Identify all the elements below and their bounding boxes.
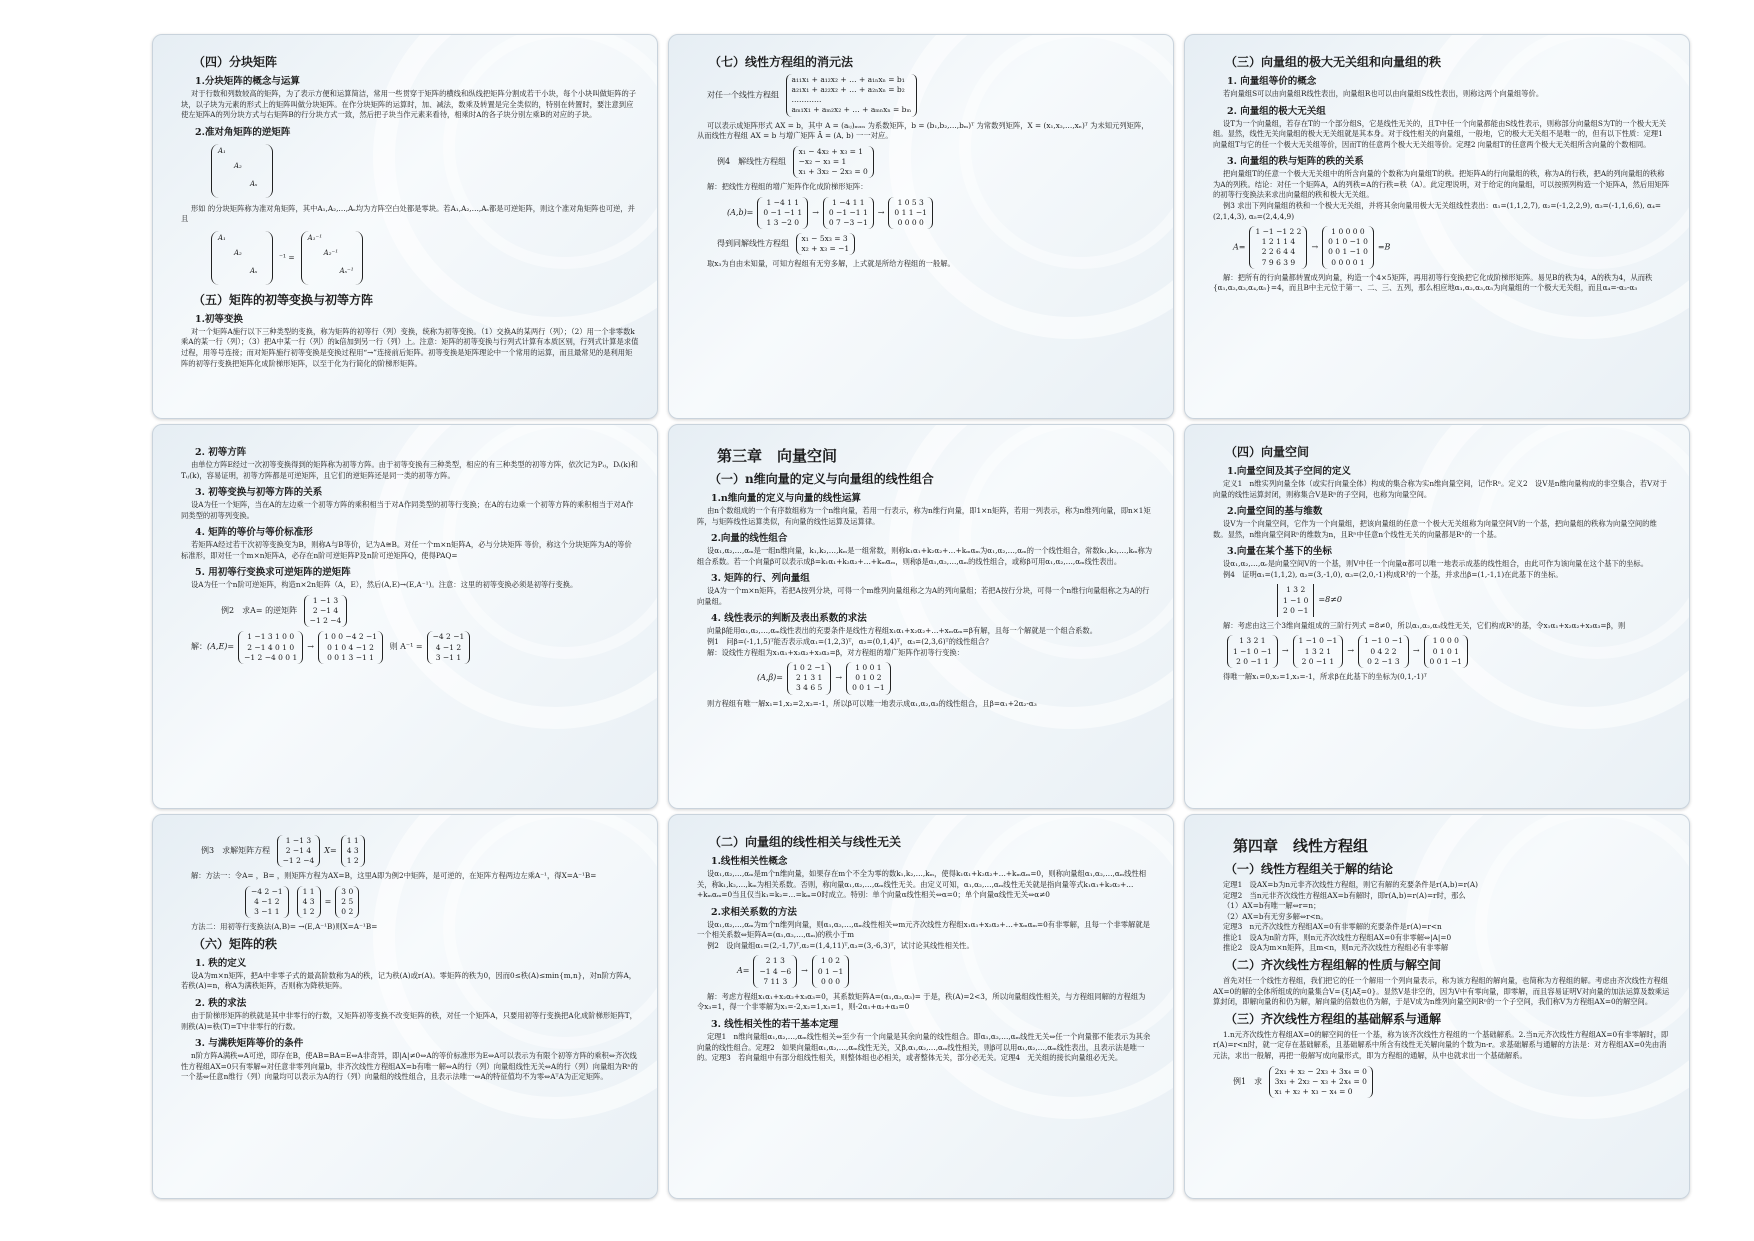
example-text: 例2 设向量组α₁=(2,-1,7)ᵀ,α₂=(1,4,11)ᵀ,α₃=(3,-6,3)ᵀ，试讨论其线性相关性。 [707, 940, 974, 950]
section-heading: 3. 向量组的秩与矩阵的秩的关系 [1227, 156, 1364, 168]
section-heading: 3. 与满秩矩阵等价的条件 [195, 1038, 304, 1050]
section-heading: 5. 用初等行变换求可逆矩阵的逆矩阵 [195, 567, 351, 579]
slide-max-independent [1184, 34, 1690, 419]
section-text: 设A为任一个矩阵，当在A的左边乘一个初等方阵的乘积相当于对A作同类型的初等行变换；在A的右边乘一个初等方阵的乘积相当于对A作同类型的初等列变换。 [181, 500, 634, 520]
section-text: 由单位方阵E经过一次初等变换得到的矩阵称为初等方阵。由于初等变换有三种类型，相应的有三种类型的初等方阵，依次记为Pᵢⱼ，Dᵢ(k)和Tᵢⱼ(k)，容易证明，初等方阵都是可逆矩阵，且它们的逆矩阵还是同一类的初等方阵。 [181, 460, 638, 480]
slide-block-matrix [152, 34, 658, 419]
inverse-block-formula: A₁ A₂ Aₛ ⁻¹ = A₁⁻¹ A₂⁻¹ Aₛ⁻¹ [211, 231, 639, 285]
section-text: 设A为m×n矩阵，把A中非零子式的最高阶数称为A的秩，记为秩(A)或r(A)。零矩阵的秩为0，因而0≤秩(A)≤min{m,n}，对n阶方阵A，若秩(A)=n，称A为满秩矩阵，否则称为降秩矩阵。 [181, 970, 637, 991]
section-heading: 1.n维向量的定义与向量的线性运算 [711, 493, 861, 504]
example-text: 例3 求出下列向量组的秩和一个极大无关组，并将其余向量用极大无关组线性表出：α₁=(1,1,2,7), α₂=(-1,2,2,9), α₃=(-1,1,6,6), α₄=(2,1,4,3), α₅=(2,4,4,9) [1213, 201, 1662, 221]
example-1: 例1 求 2x₁ + x₂ − 2x₃ + 3x₄ = 0 3x₁ + 2x₂ − x₃ + 2x₄ = 0 x₁ + x₂ + x₃ − x₄ = 0 [1233, 1066, 1671, 1098]
section-heading: 2. 向量组的极大无关组 [1227, 105, 1326, 117]
matrix-form-text: 可以表示成矩阵形式 AX = b，其中 A = (aᵢⱼ)ₘₓₙ 为系数矩阵，b = (b₁,b₂,…,bₘ)ᵀ 为常数列矩阵，X = (x₁,x₂,…,xₙ)ᵀ 为未知元列矩阵，从而线性方程组 AX = b 与增广矩阵 Ā = (A, b) 一一对应。 [697, 120, 1149, 141]
solution-text: 解：方法一：令A= ，B= ，则矩阵方程为AX=B，这里A即为例2中矩阵，是可逆的，在矩阵方程两边左乘A⁻¹，得X=A⁻¹B= [191, 871, 597, 881]
block-matrix-inverse: A₁⁻¹ A₂⁻¹ Aₛ⁻¹ [301, 231, 363, 285]
theorem-text: （1）AX=b有唯一解⇔r=n； [1223, 901, 1321, 911]
slide-subtitle: （三）齐次线性方程组的基础解系与通解 [1225, 1011, 1442, 1026]
section-heading: 1.向量空间及其子空间的定义 [1227, 466, 1351, 477]
rank-reduction: A=1 −1 −1 2 2 1 2 1 1 4 2 2 6 4 4 7 9 6 3 9→1 0 0 0 0 0 1 0 −1 0 0 0 1 −1 0 0 0 0 0 1=B [1233, 226, 1671, 269]
conclusion-text: 得唯一解x₁=0,x₂=1,x₃=-1，所求β在此基下的坐标为(0,1,-1)ᵀ [1223, 671, 1427, 681]
example-3: 例3 求解矩阵方程 1 −1 3 2 −1 4 −1 2 −4X=1 1 4 3 1 2 [201, 835, 639, 867]
determinant: 1 3 2 1 −1 0 2 0 −1=8≠0 [1273, 584, 1671, 616]
reduced-system: 得到同解线性方程组 x₁ − 5x₃ = 3 x₂ + x₃ = −1 [717, 233, 1155, 255]
slide-title: 2. 初等方阵 [195, 447, 247, 458]
block-diagonal-matrix [211, 144, 639, 198]
slide-linear-dependence [668, 814, 1174, 1199]
section-text: 设α₁,α₂,…,αₘ是一组n维向量，k₁,k₂,…,kₘ是一组常数，则称k₁α₁+k₂α₂+…+kₘαₘ为α₁,α₂,…,αₘ的一个线性组合，常数k₁,k₂,…,kₘ称为组合系数。若一个向量β可以表示成β=k₁α₁+k₂α₂+…+kₘαₘ，则称β是α₁,α₂,…,αₘ的线性组合，或称β可用α₁,α₂,…,αₘ线性表出。 [697, 546, 1153, 566]
section-heading: 3.向量在某个基下的坐标 [1227, 546, 1332, 558]
section-heading: 1. 向量组等价的概念 [1227, 76, 1317, 87]
section-text: n阶方阵A满秩⇔A可逆，即存在B，使AB=BA=E⇔A非奇异，即|A|≠0⇔A的等价标准形为E⇔A可以表示为有限个初等方阵的乘积⇔齐次线性方程组AX=0只有零解⇔对任意非零列向量b，非齐次线性方程组AX=b有唯一解⇔A的行（列）向量组线性无关⇔A的行（列）向量组为Rⁿ的一个基⇔任意n维行（列）向量均可以表示为A的行（列）向量组的线性组合，且表示法唯一⇔A的特征值均不为零⇔AᵀA为正定矩阵。 [181, 1051, 638, 1082]
conclusion-text: 则方程组有唯一解x₁=1,x₂=2,x₃=-1，所以β可以唯一地表示成α₁,α₂,α₃的线性组合，且β=α₁+2α₂-α₃ [707, 698, 1037, 708]
coordinate-reduction: 1 3 2 1 1 −1 0 −1 2 0 −1 1→1 −1 0 −1 1 3 2 1 2 0 −1 1→1 −1 0 −1 0 4 2 2 0 2 −1 3→1 0 0 0 0 1 0 1 0 0 1 −1 [1223, 635, 1671, 667]
slide-title: （一）线性方程组关于解的结论 [1225, 862, 1394, 876]
coefficient-reduction: A=2 1 3 −1 4 −6 7 11 3→1 0 2 0 1 −1 0 0 0 [737, 955, 1155, 987]
section-text: 定理1 n维向量组α₁,α₂,…,αₘ线性相关⇔至少有一个向量是其余向量的线性组合。即α₁,α₂,…,αₘ线性无关⇔任一个向量都不能表示为其余向量的线性组合。定理2 如果向量组α₁,α₂,…,αₘ线性无关，又β,α₁,α₂,…,αₘ线性相关，则β可以用α₁,α₂,…,αₘ线性表出，且表示法是唯一的。定理3 若向量组中有部分组线性相关，则整体组也必相关，或者整体无关，部分必无关。定理4 无关组的接长向量组必无关。 [697, 1032, 1151, 1063]
section-text: 设α₁,α₂,…,αₘ是m个n维向量，如果存在m个不全为零的数k₁,k₂,…,kₘ，使得k₁α₁+k₂α₂+…+kₘαₘ=0，则称向量组α₁,α₂,…,αₘ线性相关，称k₁,k₂,…,kₘ为相关系数。否则，称向量α₁,α₂,…,αₘ线性无关。由定义可知，α₁,α₂,…,αₘ线性无关就是指向量等式k₁α₁+k₂α₂+…+kₘαₘ=0当且仅当k₁=k₂=…=kₘ=0时成立。特别：单个向量α线性相关⇔α=0；单个向量α线性无关⇔α≠0 [697, 869, 1147, 900]
section-text: 定义1 n维实列向量全体（或实行向量全体）构成的集合称为实n维向量空间，记作Rⁿ。定义2 设V是n维向量构成的非空集合，若V对于向量的线性运算封闭，则称集合V是Rⁿ的子空间，也称为向量空间。 [1213, 479, 1667, 499]
section-text: 设A为任一个n阶可逆矩阵，构造n×2n矩阵（A，E），然后(A,E)→(E,A⁻¹)。注意：这里的初等变换必须是初等行变换。 [191, 580, 578, 590]
theorem-text: （2）AX=b有无穷多解⇔r<n。 [1223, 911, 1328, 921]
example-text: 例4 证明α₁=(1,1,2), α₂=(3,-1,0), α₃=(2,0,-1)构成R³的一个基，并求出β=(1,-1,1)在此基下的坐标。 [1223, 569, 1563, 579]
slide-linear-systems-ch4 [1184, 814, 1690, 1199]
section-heading: 1. 秩的定义 [195, 957, 247, 969]
slide-title: （二）向量组的线性相关与线性无关 [709, 835, 902, 849]
general-system: 对任一个线性方程组 a₁₁x₁ + a₁₂x₂ + … + a₁ₙxₙ = b₁ a₂₁x₁ + a₂₂x₂ + … + a₂ₙxₙ = b₂ ………… aₘ₁x₁ + aₘ₂x₂ + … + aₘₙxₙ = bₘ [707, 74, 1155, 117]
section-heading: 4. 线性表示的判断及表出系数的求法 [711, 613, 867, 625]
solution-text: 解：考虑由这三个3维向量组成的三阶行列式 =8≠0，所以α₁,α₂,α₃线性无关，它们构成R³的基，令x₁α₁+x₂α₂+x₃α₃=β，则 [1223, 620, 1626, 630]
section-heading: 1.分块矩阵的概念与运算 [195, 76, 300, 87]
section-text: 首先对任一个线性方程组，我们把它的任一个解用一个列向量表示，称为该方程组的解向量，也简称为方程组的解。考虑由齐次线性方程组AX=0的解的全体所组成的向量集合V={ξ|Aξ=0}。显然V是非空的，因为V中有零向量，即零解，而且容易证明V对向量的加法运算及数乘运算封闭，即解向量的和仍为解，解向量的倍数也仍为解，于是V成为n维列向量空间Rⁿ的一个子空间，我们称V为方程组AX=0的解空间。 [1213, 976, 1670, 1007]
slide-subtitle: （二）齐次线性方程组解的性质与解空间 [1225, 958, 1442, 973]
section-text: 对一个矩阵A施行以下三种类型的变换，称为矩阵的初等行（列）变换，统称为初等变换。（1）交换A的某两行（列）；（2）用一个非零数k乘A的某一行（列）；（3）把A中某一行（列）的k倍加到另一行（列）上。注意：矩阵的初等变换与行列式计算有本质区别，行列式计算是求值过程，用等号连接；而对矩阵施行初等变换是变换过程用“→”连接前后矩阵。初等变换是矩阵理论中一个常用的运算，而且最常见的是利用矩阵的初等行变换把矩阵化成阶梯形矩阵，以至于化为行简化的阶梯形矩阵。 [181, 326, 639, 368]
section-heading: 2.求相关系数的方法 [711, 906, 797, 918]
section-text: 向量β能用α₁,α₂,…,αₘ线性表出的充要条件是线性方程组x₁α₁+x₂α₂+…+xₘαₘ=β有解，且每一个解就是一个组合系数。 [707, 626, 1098, 636]
section-heading: 2.准对角矩阵的逆矩阵 [195, 126, 291, 138]
theorem-text: 推论1 设A为n阶方阵，则n元齐次线性方程组AX=0有非零解⇔|A|=0 [1223, 932, 1452, 942]
theorem-text: 定理2 当n元非齐次线性方程组AX=b有解时，即r(A,b)=r(A)=r时，那么 [1223, 890, 1466, 900]
solution-text: 解：把所有的行向量都转置成列向量，构造一个4×5矩阵，再用初等行变换把它化成阶梯形矩阵。易见B的秩为4，A的秩为4，从而秩{α₁,α₂,α₃,α₄,α₅}=4，而且B中主元位于第一、二、三、五列，那么相应地α₁,α₂,α₃,α₅为向量组的一个极大无关组，而且α₄=-α₂-α₃ [1213, 272, 1653, 293]
section-text: 若矩阵A经过若干次初等变换变为B，则称A与B等价，记为A≅B。对任一个m×n矩阵A，必与分块矩阵 等价，称这个分块矩阵为A的等价标准形，即对任一个m×n矩阵A，必存在n阶可逆矩阵P及n阶可逆矩阵Q，使得PAQ= [181, 540, 632, 560]
section-heading: 4. 矩阵的等价与等价标准形 [195, 527, 313, 539]
inverse-reduction: 解：(A,E)=1 −1 3 1 0 0 2 −1 4 0 1 0 −1 2 −4 0 0 1→1 0 0 −4 2 −1 0 1 0 4 −1 2 0 0 1 3 −1 1 则 A⁻¹ =−4 2 −1 4 −1 2 3 −1 1 [191, 631, 639, 663]
section-text: 设V为一个向量空间，它作为一个向量组，把该向量组的任意一个极大无关组称为向量空间V的一个基，把向量组的秩称为向量空间的维数。显然，n维向量空间Rⁿ的维数为n，且Rⁿ中任意n个线性无关的向量都是Rⁿ的一个基。 [1213, 519, 1657, 539]
slide-vector-space [1184, 424, 1690, 809]
section-text: 形如 的分块矩阵称为准对角矩阵，其中A₁,A₂,…,Aₛ均为方阵空白处都是零块。若A₁,A₂,…,Aₛ都是可逆矩阵，则这个准对角矩阵也可逆，并且 [181, 203, 635, 224]
slide-title: （四）分块矩阵 [193, 55, 278, 69]
solution-text: 解：设线性方程组为x₁α₁+x₂α₂+x₃α₃=β，对方程组的增广矩阵作初等行变换： [707, 647, 964, 657]
slide-title: （四）向量空间 [1225, 445, 1310, 459]
linear-combination-reduction: (A,β)=1 0 2 −1 2 1 3 1 3 4 6 5→1 0 0 1 0 1 0 2 0 0 1 −1 [757, 662, 1155, 694]
slide-elimination [668, 34, 1174, 419]
method-two-text: 方法二：用初等行变换法(A,B)= →(E,A⁻¹B)则X=A⁻¹B= [191, 922, 378, 932]
example-2: 例2 求A= 的逆矩阵 1 −1 3 2 −1 4 −1 2 −4 [221, 595, 639, 627]
section-heading: 3. 矩阵的行、列向量组 [711, 573, 810, 585]
example-4: 例4 解线性方程组 x₁ − 4x₂ + x₃ = 1 −x₂ − x₃ = 1 x₁ + 3x₂ − 2x₃ = 0 [717, 146, 1155, 178]
section-text: 设α₁,α₂,…,αᵣ是向量空间V的一个基，则V中任一个向量α都可以唯一地表示成基的线性组合，由此可作为该向量在这个基下的坐标。 [1223, 559, 1649, 569]
theorem-text: 定理3 n元齐次线性方程组AX=0有非零解的充要条件是r(A)=r<n [1223, 922, 1442, 932]
section-text: 若向量组S可以由向量组R线性表出，向量组R也可以由向量组S线性表出，则称这两个向量组等价。 [1223, 89, 1544, 98]
section-text: 设α₁,α₂,…,αₘ为m个n维列向量，则α₁,α₂,…,αₘ线性相关⇔m元齐次线性方程组x₁α₁+x₂α₂+…+xₘαₘ=0有非零解，且每一个非零解就是一个相关系数⇔矩阵A=(α₁,α₂,…,αₘ)的秩小于m [697, 919, 1150, 940]
section-heading: 1.初等变换 [195, 313, 243, 325]
section-heading: 2. 秩的求法 [195, 998, 247, 1010]
solution-text: 解：把线性方程组的增广矩阵作化成阶梯形矩阵： [707, 182, 868, 192]
chapter-title: 第四章 线性方程组 [1233, 837, 1369, 855]
conclusion-text: 取x₃为自由未知量，可知方程组有无穷多解，上式就是所给方程组的一般解。 [707, 259, 955, 269]
slide-elementary-matrix [152, 424, 658, 809]
slide-subtitle: （五）矩阵的初等变换与初等方阵 [193, 292, 374, 307]
section-heading: 2.向量空间的基与维数 [1227, 506, 1323, 518]
example-text: 例1 问β=(-1,1,5)ᵀ能否表示成α₁=(1,2,3)ᵀ，α₂=(0,1,4)ᵀ，α₃=(2,3,6)ᵀ的线性组合？ [707, 637, 993, 647]
augmented-reduction: (A,b)=1 −4 1 1 0 −1 −1 1 1 3 −2 0→1 −4 1 1 0 −1 −1 1 0 7 −3 −1→1 0 5 3 0 1 1 −1 0 0 0 0 [727, 197, 1155, 229]
section-text: 1.n元齐次线性方程组AX=0的解空间的任一个基，称为该齐次线性方程组的一个基础解系。2.当n元齐次线性方程组AX=0有非零解时，即r(A)=r<n时，就一定存在基础解系，且基础解系中所含有线性无关解向量的个数为n-r。求基础解系与通解的方法是：对方程组AX=0先由消元法，求出一般解，再把一般解写成向量形式，即为方程组的通解，从中也就求出一个基础解系。 [1213, 1029, 1669, 1060]
section-text: 由于阶梯形矩阵的秩就是其中非零行的行数，又矩阵初等变换不改变矩阵的秩，对任一个矩阵A，只要用初等行变换把A化成阶梯形矩阵T，则秩(A)=秩(T)=T中非零行的行数。 [181, 1011, 637, 1031]
section-heading: 3. 线性相关性的若干基本定理 [711, 1019, 839, 1030]
section-text: 由n个数组成的一个有序数组称为一个n维向量，若用一行表示，称为n维行向量，即1×n矩阵，若用一列表示，称为n维列向量，即n×1矩阵，与矩阵线性运算类似，有向量的线性运算及运算律。 [697, 506, 1151, 526]
section-heading: 2.向量的线性组合 [711, 533, 788, 545]
theorem-text: 定理1 设AX=b为n元非齐次线性方程组，则它有解的充要条件是r(A,b)=r(A) [1223, 880, 1479, 889]
product-result: −4 2 −1 4 −1 2 3 −1 11 1 4 3 1 2=3 0 2 5 0 2 [241, 886, 639, 918]
solution-text: 解：考虑方程组x₁α₁+x₂α₂+x₃α₃=0，其系数矩阵A=(α₁,α₂,α₃)= 于是，秩(A)=2<3，所以向量组线性相关，与方程组同解的方程组为 令x₃=1，得一个非零解为x₁=-2,x₂=1,x₃=1，则-2α₁+α₂+α₃=0 [697, 991, 1146, 1012]
section-text: 把向量组T的任意一个极大无关组中的所含向量的个数称为向量组T的秩。把矩阵A的行向量组的秩，称为A的行秩，把A的列向量组的秩称为A的列秩。结论：对任一个矩阵A，A的列秩=A的行秩=秩（A）。此定理说明，对于给定的向量组，可以按照列构造一个矩阵A，然后用矩阵的初等行变换法来求出向量组的秩和极大无关组。 [1213, 169, 1670, 200]
section-text: 设A为一个m×n矩阵，若把A按列分块，可得一个m维列向量组称之为A的列向量组；若把A按行分块，可得一个n维行向量组称之为A的行向量组。 [697, 586, 1150, 606]
block-matrix: A₁ A₂ Aₛ [211, 144, 273, 198]
slide-title: （三）向量组的极大无关组和向量组的秩 [1225, 55, 1442, 69]
slide-title: （七）线性方程组的消元法 [709, 55, 854, 69]
slide-title: （一）n维向量的定义与向量组的线性组合 [709, 472, 934, 486]
section-heading: 3. 初等变换与初等方阵的关系 [195, 487, 323, 499]
block-matrix: A₁ A₂ Aₛ [211, 231, 273, 285]
slide-title: （六）矩阵的秩 [193, 936, 278, 951]
section-text: 对于行数和列数较高的矩阵，为了表示方便和运算简洁，常用一些贯穿于矩阵的横线和纵线把矩阵分割成若干小块，每个小块叫做矩阵的子块，以子块为元素的形式上的矩阵叫做分块矩阵。在作分块矩阵的运算时，加、减法，数乘及转置是完全类似的，特别在转置时，要注意到应使左矩阵A的列分块方式与右矩阵B的行分块方式一致，然后把子块当作元素来看待，相乘时A的各子块分别左乘B的对应的子块。 [181, 89, 637, 120]
slide-vector-space-ch3 [668, 424, 1174, 809]
theorem-text: 推论2 设A为m×n矩阵，且m<n，则n元齐次线性方程组必有非零解 [1223, 943, 1449, 953]
section-text: 设T为一个向量组，若存在T的一个部分组S，它是线性无关的，且T中任一个向量都能由S线性表示，则称部分向量组S为T的一个极大无关组。显然，线性无关向量组的极大无关组就是其本身。对于线性相关的向量组，一般地，它的极大无关组不是唯一的，但有以下性质：定理1 向量组T与它的任一个极大无关组等价，因而T的任意两个极大无关组等价。定理2 向量组T的任意两个极大无关组所含向量的个数相同。 [1213, 118, 1667, 149]
slide-matrix-rank [152, 814, 658, 1199]
section-heading: 1.线性相关性概念 [711, 856, 788, 867]
chapter-title: 第三章 向量空间 [717, 447, 838, 465]
